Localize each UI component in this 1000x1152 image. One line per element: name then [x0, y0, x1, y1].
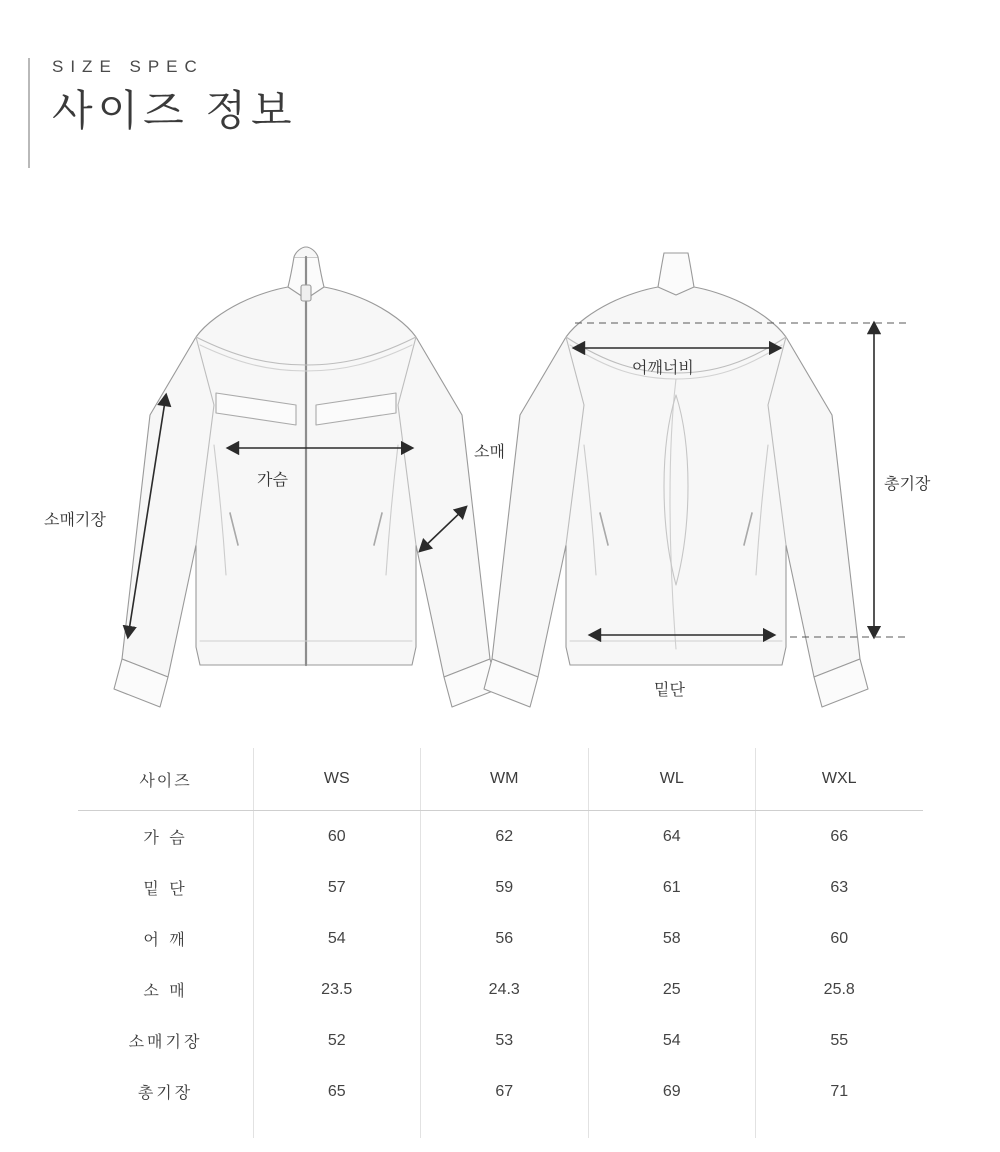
cell-total-length-wm: 67	[495, 1082, 514, 1100]
jacket-back-illustration	[484, 253, 868, 707]
label-sleeve: 소매	[474, 444, 505, 461]
cell-total-length-wl: 69	[662, 1082, 681, 1100]
row-label-hem: 밑 단	[143, 881, 188, 898]
cell-sleeve-length-wl: 54	[662, 1031, 681, 1049]
table-row	[78, 811, 923, 863]
row-label-sleeve-length: 소매기장	[128, 1034, 203, 1051]
cell-sleeve-length-ws: 52	[327, 1031, 346, 1049]
label-hem: 밑단	[654, 682, 685, 699]
cell-sleeve-length-wm: 53	[495, 1031, 514, 1049]
column-header-wxl: WXL	[756, 748, 924, 811]
row-label-total-length: 총기장	[137, 1085, 194, 1102]
label-sleeve-length: 소매기장	[44, 512, 106, 529]
cell-shoulder-wm: 56	[495, 929, 514, 947]
column-header-size: 사이즈	[78, 748, 253, 811]
row-label-shoulder: 어 깨	[143, 932, 188, 949]
column-header-wl: WL	[588, 748, 756, 811]
cell-sleeve-ws: 23.5	[321, 980, 353, 998]
cell-sleeve-length-wxl: 55	[830, 1031, 849, 1049]
cell-chest-wm: 62	[495, 827, 514, 845]
cell-hem-ws: 57	[327, 878, 346, 896]
table-header	[78, 748, 923, 811]
cell-chest-wxl: 66	[830, 827, 849, 845]
cell-hem-wl: 61	[662, 878, 681, 896]
cell-chest-ws: 60	[327, 827, 346, 845]
label-chest: 가슴	[257, 472, 288, 489]
cell-shoulder-wl: 58	[662, 929, 681, 947]
cell-total-length-ws: 65	[327, 1082, 346, 1100]
header-eyebrow: SIZE SPEC	[52, 57, 204, 76]
table-header-row	[78, 748, 923, 811]
table-row	[78, 964, 923, 1015]
row-label-chest: 가 슴	[143, 830, 188, 847]
size-diagram	[0, 245, 1000, 725]
table-row	[78, 1015, 923, 1066]
label-total-length: 총기장	[884, 476, 931, 493]
cell-hem-wxl: 63	[830, 878, 849, 896]
cell-sleeve-wxl: 25.8	[823, 980, 855, 998]
size-spec-table	[78, 748, 923, 1117]
label-shoulder: 어깨너비	[632, 360, 694, 377]
cell-shoulder-ws: 54	[327, 929, 346, 947]
page-header	[28, 58, 297, 168]
column-header-wm: WM	[421, 748, 589, 811]
cell-sleeve-wm: 24.3	[488, 980, 520, 998]
jacket-front-illustration	[114, 247, 498, 707]
table-row	[78, 1066, 923, 1117]
table-row	[78, 913, 923, 964]
column-header-ws: WS	[253, 748, 421, 811]
cell-shoulder-wxl: 60	[830, 929, 849, 947]
row-label-sleeve: 소 매	[143, 983, 188, 1000]
cell-chest-wl: 64	[662, 827, 681, 845]
cell-hem-wm: 59	[495, 878, 514, 896]
table-row	[78, 862, 923, 913]
page-title: 사이즈 정보	[52, 87, 297, 134]
cell-total-length-wxl: 71	[830, 1082, 849, 1100]
cell-sleeve-wl: 25	[662, 980, 681, 998]
